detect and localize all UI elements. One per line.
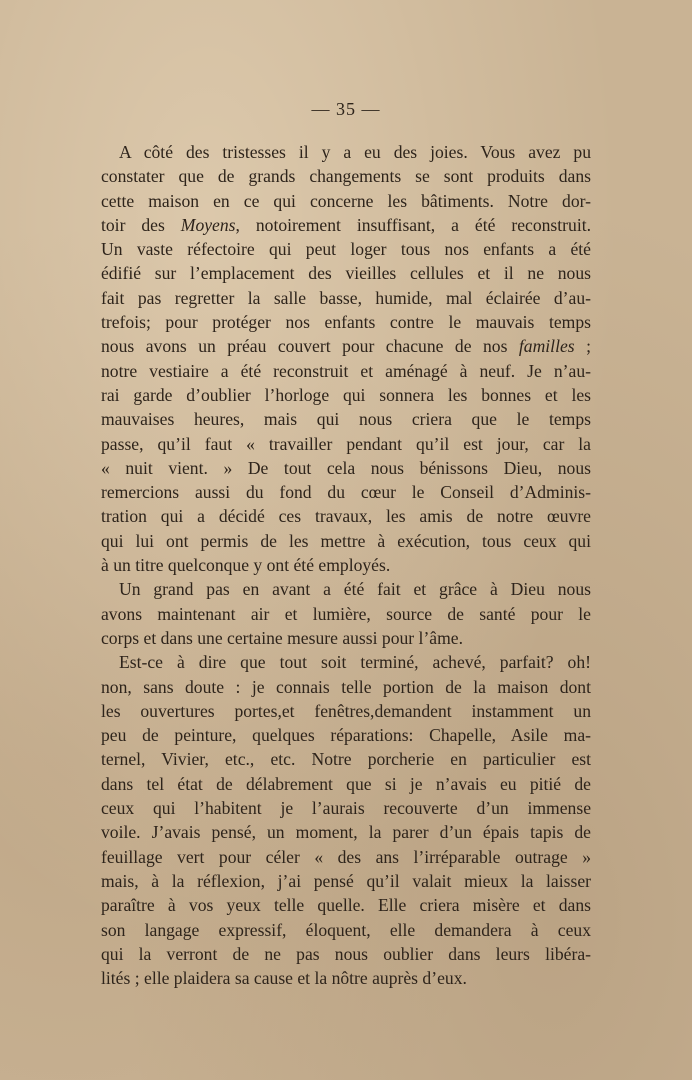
- text-line: qui lui ont permis de les mettre à exécution, tous ceux qui: [101, 530, 591, 551]
- text-line: à un titre quelconque y ont été employés.: [101, 555, 391, 576]
- text-line: édifié sur l’emplacement des vieilles cellules et il ne nous: [101, 263, 591, 284]
- text-line: Un grand pas en avant a été fait et grâce à Dieu nous: [119, 579, 591, 600]
- text-line: fait pas regretter la salle basse, humide, mal éclairée d’au-: [101, 287, 591, 308]
- text-line: constater que de grands changements se sont produits dans: [101, 166, 591, 187]
- text-line: trefois; pour protéger nos enfants contre le mauvais temps: [101, 312, 591, 333]
- italic-word: Moyens: [180, 214, 236, 235]
- text-line: mauvaises heures, mais qui nous criera que le temps: [101, 409, 591, 430]
- italic-word: familles: [518, 336, 575, 357]
- text-line: avons maintenant air et lumière, source de santé pour le: [101, 603, 591, 624]
- text-line: son langage expressif, éloquent, elle demandera à ceux: [101, 919, 591, 940]
- text-line: notre vestiaire a été reconstruit et aménagé à neuf. Je n’au-: [101, 360, 591, 381]
- text-line: feuillage vert pour céler « des ans l’irréparable outrage »: [101, 846, 591, 867]
- text-line: voile. J’avais pensé, un moment, la parer d’un épais tapis de: [101, 822, 591, 843]
- text-line: corps et dans une certaine mesure aussi pour l’âme.: [101, 627, 464, 648]
- text-line: passe, qu’il faut « travailler pendant qu’il est jour, car la: [101, 433, 591, 454]
- text-line: nous avons un préau couvert pour chacune de nos familles ;: [101, 336, 591, 357]
- text-line: dans tel état de délabrement que si je n’avais eu pitié de: [101, 773, 591, 794]
- text-line: ceux qui l’habitent je l’aurais recouverte d’un immense: [101, 798, 591, 819]
- text-line: ternel, Vivier, etc., etc. Notre porcherie en particulier est: [101, 749, 591, 770]
- text-line: A côté des tristesses il y a eu des joies. Vous avez pu: [119, 142, 591, 162]
- text-line: Un vaste réfectoire qui peut loger tous nos enfants a été: [101, 239, 591, 260]
- text-line: peu de peinture, quelques réparations: Chapelle, Asile ma-: [101, 725, 591, 746]
- text-line: lités ; elle plaidera sa cause et la nôtre auprès d’eux.: [101, 968, 467, 989]
- text-line: les ouvertures portes,et fenêtres,demandent instamment un: [101, 700, 591, 721]
- text-line: paraître à vos yeux telle quelle. Elle criera misère et dans: [101, 895, 591, 916]
- page-number: — 35 —: [311, 99, 381, 119]
- text-line: remercions aussi du fond du cœur le Conseil d’Adminis-: [101, 482, 591, 503]
- body-text: [101, 140, 591, 990]
- text-line: non, sans doute : je connais telle portion de la maison dont: [101, 676, 591, 697]
- text-line: rai garde d’oublier l’horloge qui sonnera les bonnes et les: [101, 384, 591, 405]
- text-line: qui la verront de ne pas nous oublier dans leurs libéra-: [101, 943, 591, 964]
- text-line: toir des Moyens, notoirement insuffisant, a été reconstruit.: [101, 214, 591, 235]
- text-line: « nuit vient. » De tout cela nous bénissons Dieu, nous: [101, 457, 591, 478]
- text-line: cette maison en ce qui concerne les bâtiments. Notre dor-: [101, 190, 591, 211]
- text-line: mais, à la réflexion, j’ai pensé qu’il valait mieux la laisser: [101, 870, 591, 891]
- text-line: Est-ce à dire que tout soit terminé, achevé, parfait? oh!: [119, 652, 591, 673]
- text-line: tration qui a décidé ces travaux, les amis de notre œuvre: [101, 506, 591, 527]
